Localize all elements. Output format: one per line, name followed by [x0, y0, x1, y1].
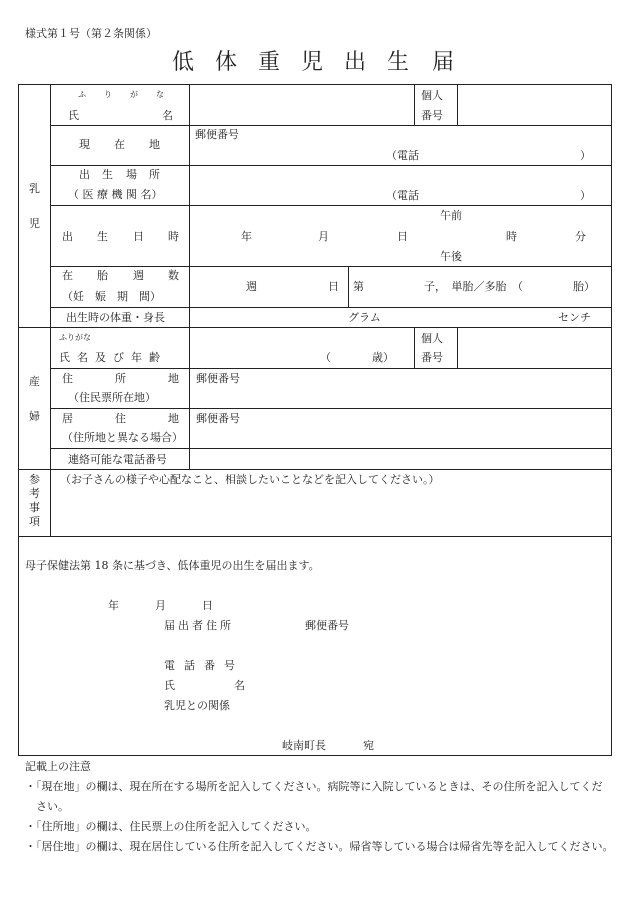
- section-label-char: 産: [29, 375, 40, 388]
- gestation-label: 胎: [97, 269, 108, 282]
- title-char: 体: [215, 50, 238, 75]
- section-label-char: 婦: [29, 410, 40, 423]
- week-unit: 週: [246, 280, 257, 293]
- applicant-name-label: 名: [234, 679, 245, 692]
- infant-personal-label: 番号: [421, 109, 443, 122]
- contact-phone-label: 連絡可能な電話番号: [68, 453, 167, 466]
- residence-sub: （住所地と異なる場合）: [62, 431, 183, 444]
- weight-length-field[interactable]: [190, 308, 610, 326]
- applicant-postal-label: 郵便番号: [305, 619, 349, 632]
- section-label-char: 乳: [29, 182, 40, 195]
- section-label-char: 事: [29, 501, 40, 514]
- infant-personal-label: 個人: [421, 89, 443, 102]
- mother-address-postal: 郵便番号: [196, 372, 240, 385]
- gestation-label: 週: [133, 269, 144, 282]
- birthdate-label: 生: [97, 230, 108, 243]
- section-label-char: 児: [29, 217, 40, 230]
- mother-personal-number-field[interactable]: [458, 328, 610, 367]
- am-label[interactable]: 午前: [440, 209, 462, 222]
- infant-personal-divider-1: [414, 84, 415, 125]
- gestation-sub-label: （妊 娠 期 間）: [62, 290, 161, 303]
- medical-institution-label: （ 医 療 機 関 名）: [68, 188, 163, 201]
- location-field[interactable]: [190, 126, 610, 164]
- birthdate-label: 出: [62, 230, 73, 243]
- mother-name-field[interactable]: [190, 328, 413, 367]
- gram-unit: グラム: [348, 311, 381, 324]
- minute-unit: 分: [575, 230, 586, 243]
- residence-label: 居: [62, 412, 73, 425]
- infant-name-label: 氏: [68, 109, 79, 122]
- title-char: 生: [387, 50, 410, 75]
- birthplace-label: 生: [102, 168, 113, 181]
- title-char: 児: [301, 50, 324, 75]
- section-label-char: 考: [29, 487, 40, 500]
- weight-length-label: 出生時の体重・身長: [66, 311, 165, 324]
- day-unit: 日: [397, 230, 408, 243]
- title-char: 届: [432, 50, 455, 75]
- furigana-char: ふ: [78, 90, 86, 99]
- age-open: （: [320, 351, 331, 364]
- applicant-name-label: 氏: [164, 679, 175, 692]
- title-char: 出: [344, 50, 367, 75]
- birthplace-label: 場: [126, 168, 137, 181]
- month-unit: 月: [318, 230, 329, 243]
- birthplace-phone-close: ）: [580, 189, 591, 202]
- applicant-address-label: 届出者住所: [164, 619, 234, 632]
- day-unit-gest: 日: [328, 280, 339, 293]
- form-number: 様式第１号（第２条関係）: [25, 27, 157, 40]
- note-item: さい。: [36, 800, 69, 813]
- mother-personal-divider-1: [414, 327, 415, 368]
- birthplace-field[interactable]: [190, 166, 610, 204]
- mother-address-sub: （住民票所在地）: [68, 391, 156, 404]
- gestation-label: 在: [62, 269, 73, 282]
- notes-heading: 記載上の注意: [25, 760, 91, 773]
- infant-name-field[interactable]: [190, 85, 413, 124]
- infant-name-label: 名: [162, 109, 173, 122]
- relation-label: 乳児との関係: [164, 699, 230, 712]
- row-line: [50, 205, 612, 206]
- birthplace-label: 所: [149, 168, 160, 181]
- location-postal-label: 郵便番号: [195, 128, 239, 141]
- location-label: 地: [149, 138, 160, 151]
- border-right: [611, 84, 612, 756]
- declaration-month: 月: [155, 599, 166, 612]
- birthplace-label: 出: [79, 168, 90, 181]
- furigana-char: な: [156, 90, 164, 99]
- reference-hint: （お子さんの様子や心配なこと、相談したいことなどを記入してください。）: [60, 473, 440, 486]
- residence-label: 住: [115, 412, 126, 425]
- location-phone-close: ）: [580, 149, 591, 162]
- declaration-statement: 母子保健法第 18 条に基づき、低体重児の出生を届出ます。: [25, 559, 320, 572]
- contact-phone-field[interactable]: [190, 449, 610, 468]
- location-label: 在: [114, 138, 125, 151]
- declaration-day: 日: [202, 599, 213, 612]
- birthdate-label: 時: [168, 230, 179, 243]
- applicant-phone-label: 電話番号: [164, 659, 244, 672]
- section-line: [18, 536, 612, 537]
- location-label: 現: [79, 138, 90, 151]
- mother-address-label: 住: [62, 372, 73, 385]
- section-label-char: 項: [29, 515, 40, 528]
- mother-address-label: 地: [168, 372, 179, 385]
- addressee-honorific: 宛: [363, 739, 374, 752]
- birthdate-label: 日: [133, 230, 144, 243]
- residence-label: 地: [168, 412, 179, 425]
- mother-name-age-label: 氏名及び年齢: [59, 351, 167, 364]
- note-item: ・「住所地」の欄は、住民票上の住所を記入してください。: [25, 820, 317, 833]
- hour-unit: 時: [506, 230, 517, 243]
- gestation-label: 数: [168, 269, 179, 282]
- row-line: [50, 266, 612, 267]
- pm-label[interactable]: 午後: [440, 250, 462, 263]
- addressee: 岐南町長: [282, 739, 326, 752]
- year-unit: 年: [241, 230, 252, 243]
- infant-personal-number-field[interactable]: [458, 85, 610, 124]
- birth-order-close: 胎）: [573, 280, 595, 293]
- note-item: ・「居住地」の欄は、現在居住している住所を記入してください。帰省等している場合は帰省先等を記入してください。: [25, 840, 614, 853]
- gestation-divider: [348, 266, 349, 307]
- title-char: 重: [258, 50, 281, 75]
- location-phone-open: （電話: [386, 149, 419, 162]
- birth-order-prefix: 第: [353, 280, 364, 293]
- furigana-char: が: [130, 90, 138, 99]
- border-bottom: [18, 755, 612, 756]
- mother-address-label: 所: [115, 372, 126, 385]
- note-item: ・「現在地」の欄は、現在所在する場所を記入してください。病院等に入院しているときは、その住所を記入してくだ: [25, 780, 603, 793]
- mother-personal-label: 個人: [421, 332, 443, 345]
- cm-unit: センチ: [558, 311, 591, 324]
- border-left: [18, 84, 19, 756]
- age-close: 歳）: [372, 351, 394, 364]
- mother-address-field[interactable]: [190, 369, 610, 407]
- birthplace-phone-open: （電話: [386, 189, 419, 202]
- section-label-char: 参: [29, 473, 40, 486]
- reference-field[interactable]: [51, 470, 610, 535]
- title-char: 低: [172, 50, 195, 75]
- residence-postal: 郵便番号: [196, 412, 240, 425]
- mother-personal-label: 番号: [421, 351, 443, 364]
- mother-furigana-label: ふりがな: [59, 333, 91, 342]
- declaration-year: 年: [108, 599, 119, 612]
- residence-field[interactable]: [190, 409, 610, 447]
- birth-order-text: 子， 単胎／多胎 （: [424, 280, 523, 293]
- furigana-char: り: [104, 90, 112, 99]
